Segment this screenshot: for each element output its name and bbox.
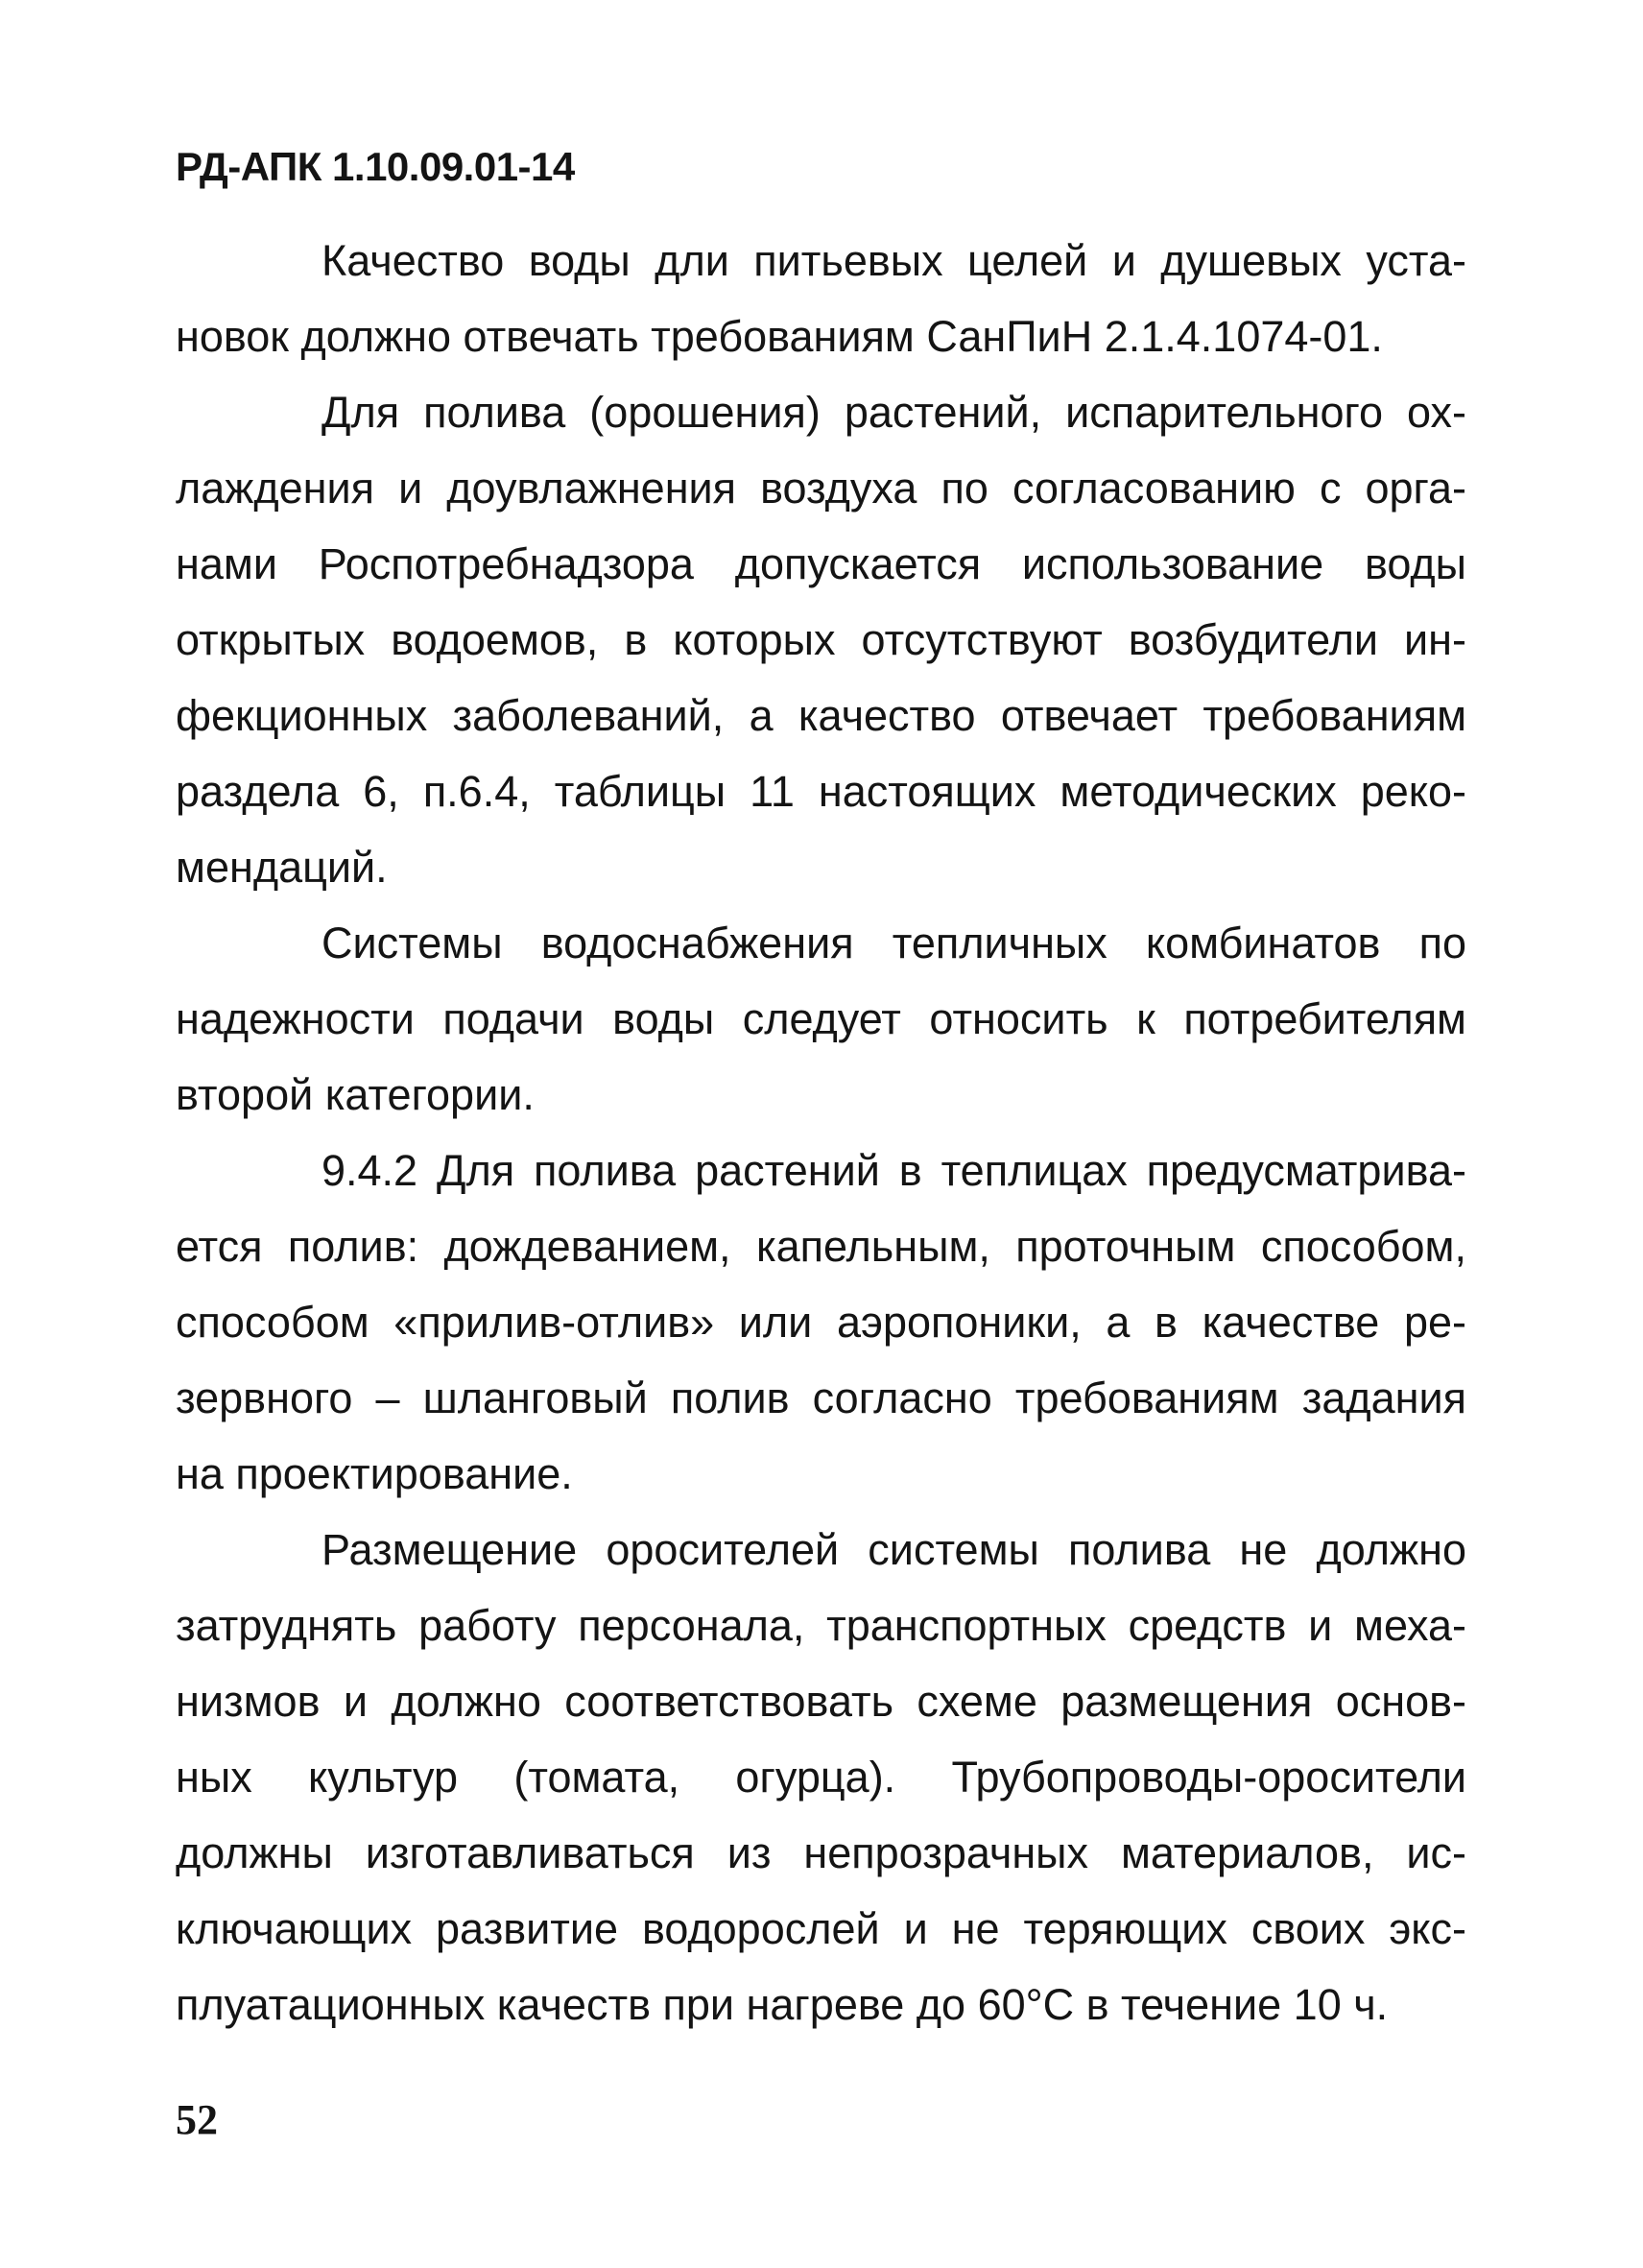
- document-code-header: РД-АПК 1.10.09.01-14: [176, 144, 575, 189]
- text-line: надежности подачи воды следует относить к потребителям: [176, 994, 1466, 1043]
- body-text: [176, 223, 1466, 2042]
- text-line: Для полива (орошения) растений, испарительного ох-: [321, 388, 1466, 437]
- text-line: ется полив: дождеванием, капельным, проточным способом,: [176, 1222, 1466, 1271]
- text-line: лаждения и доувлажнения воздуха по согласованию с орга-: [176, 464, 1466, 513]
- paragraph-water-supply-category: [176, 905, 1466, 1133]
- text-line: на проектирование.: [176, 1449, 573, 1498]
- text-line: второй категории.: [176, 1070, 535, 1119]
- text-line: открытых водоемов, в которых отсутствуют возбудители ин-: [176, 615, 1466, 664]
- text-line: способом «прилив-отлив» или аэропоники, а в качестве ре-: [176, 1298, 1466, 1347]
- text-line: ключающих развитие водорослей и не теряющих своих экс-: [176, 1904, 1466, 1953]
- text-line: фекционных заболеваний, а качество отвечает требованиям: [176, 691, 1466, 740]
- text-line: плуатационных качеств при нагреве до 60°С в течение 10 ч.: [176, 1980, 1389, 2029]
- text-line: Системы водоснабжения тепличных комбинатов по: [321, 919, 1466, 967]
- text-line: должны изготавливаться из непрозрачных материалов, ис-: [176, 1828, 1466, 1877]
- page-number: 52: [176, 2096, 218, 2143]
- text-line: новок должно отвечать требованиям СанПиН 2.1.4.1074-01.: [176, 312, 1383, 361]
- text-line: 9.4.2 Для полива растений в теплицах предусматрива-: [321, 1146, 1466, 1195]
- text-line: ных культур (томата, огурца). Трубопроводы-оросители: [176, 1753, 1466, 1802]
- paragraph-irrigation-water: [176, 374, 1466, 905]
- paragraph-water-quality: [176, 223, 1466, 374]
- text-line: раздела 6, п.6.4, таблицы 11 настоящих методических реко-: [176, 767, 1466, 816]
- paragraph-sprinkler-placement: [176, 1512, 1466, 2042]
- text-line: низмов и должно соответствовать схеме размещения основ-: [176, 1677, 1466, 1726]
- paragraph-section-9-4-2: [176, 1133, 1466, 1512]
- text-line: мендаций.: [176, 843, 388, 892]
- text-line: зервного – шланговый полив согласно требованиям задания: [176, 1373, 1466, 1422]
- text-line: затруднять работу персонала, транспортных средств и меха-: [176, 1601, 1466, 1650]
- text-line: Качество воды дли питьевых целей и душевых уста-: [321, 236, 1466, 285]
- text-line: нами Роспотребнадзора допускается использование воды: [176, 539, 1466, 588]
- text-line: Размещение оросителей системы полива не должно: [321, 1525, 1466, 1574]
